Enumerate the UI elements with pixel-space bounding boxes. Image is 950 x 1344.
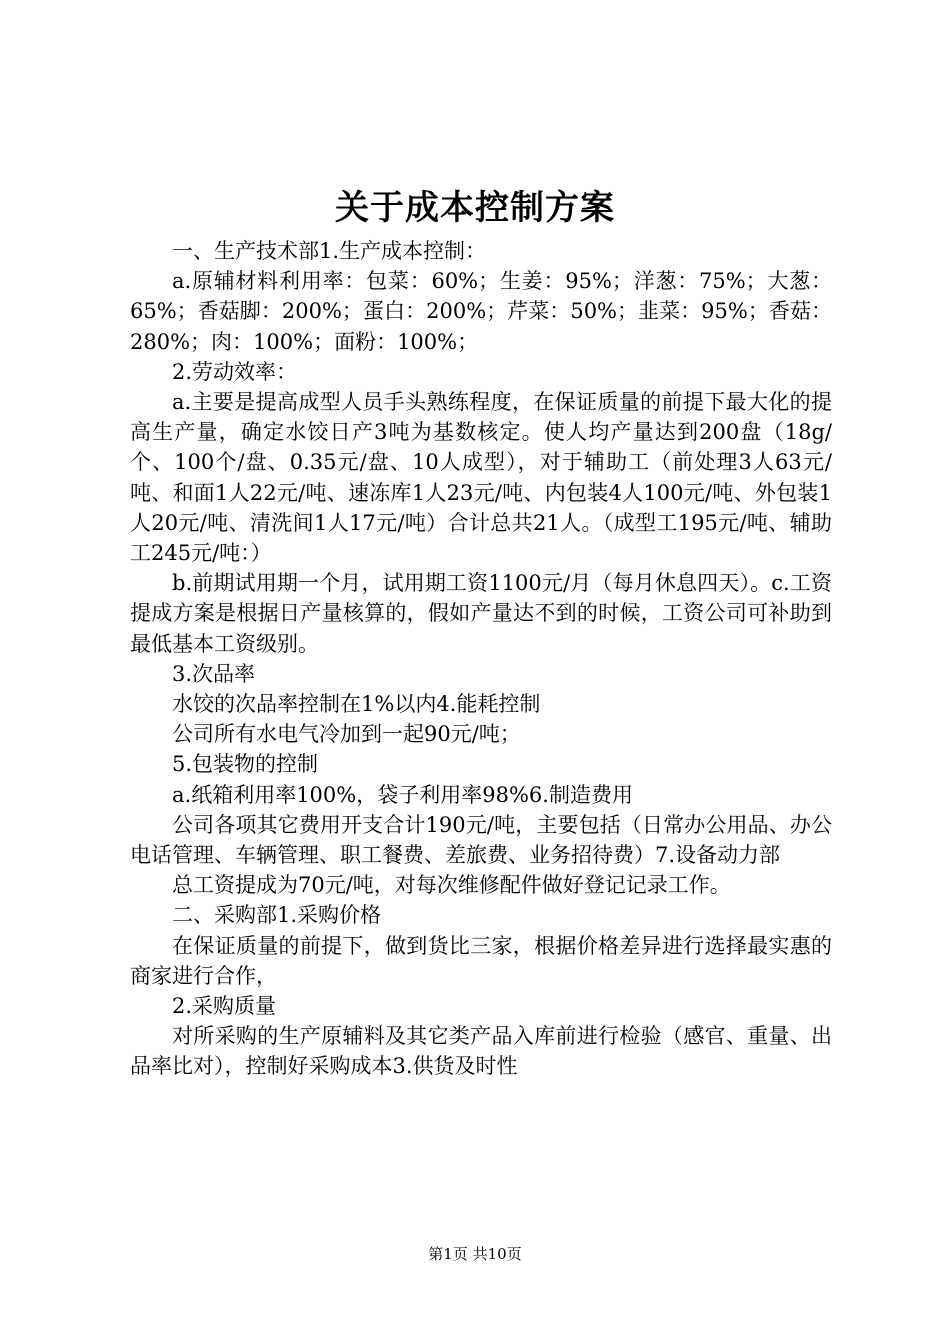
paragraph: 对所采购的生产原辅料及其它类产品入库前进行检验（感官、重量、出品率比对），控制好采购成本3.供货及时性 xyxy=(130,1024,832,1079)
document-title: 关于成本控制方案 xyxy=(335,188,615,228)
paragraph: 2.采购质量 xyxy=(172,994,277,1019)
paragraph: 3.次品率 xyxy=(172,661,256,686)
paragraph: 2.劳动效率： xyxy=(172,359,298,384)
paragraph: 一、生产技术部1.生产成本控制： xyxy=(172,239,487,263)
paragraph: 公司所有水电气冷加到一起90元/吨； xyxy=(172,722,521,747)
page-footer: 第1页 共10页 xyxy=(428,1245,522,1263)
paragraph: a.主要是提高成型人员手头熟练程度，在保证质量的前提下最大化的提高生产量，确定水饺日产3吨为基数核定。使人均产量达到200盘（18g/个、100个/盘、0.35元/盘、10人成型），对于辅助工（前处理3人63元/吨、和面1人22元/吨、速冻库1人23元/吨、内包装4人100元/吨、外包装1人20元/吨、清洗间1人17元/吨）合计总共21人。（成型工195元/吨、辅助工245元/吨：） xyxy=(130,390,832,566)
paragraph: 5.包装物的控制 xyxy=(172,752,319,777)
document-body xyxy=(130,236,832,1082)
paragraph: 在保证质量的前提下，做到货比三家，根据价格差异进行选择最实惠的商家进行合作， xyxy=(130,933,832,988)
paragraph: 公司各项其它费用开支合计190元/吨，主要包括（日常办公用品、办公电话管理、车辆管理、职工餐费、差旅费、业务招待费）7.设备动力部 xyxy=(130,812,832,868)
paragraph: a.原辅材料利用率：包菜：60%；生姜：95%；洋葱：75%；大葱：65%；香菇脚：200%；蛋白：200%；芹菜：50%；韭菜：95%；香菇：280%；肉：100%；面粉：100%； xyxy=(130,269,832,354)
paragraph: 水饺的次品率控制在1%以内4.能耗控制 xyxy=(172,692,541,717)
paragraph: a.纸箱利用率100%，袋子利用率98%6.制造费用 xyxy=(172,782,633,807)
paragraph: b.前期试用期一个月，试用期工资1100元/月（每月休息四天）。c.工资提成方案是根据日产量核算的，假如产量达不到的时候，工资公司可补助到最低基本工资级别。 xyxy=(130,571,832,656)
paragraph: 二、采购部1.采购价格 xyxy=(172,903,382,928)
paragraph: 总工资提成为70元/吨，对每次维修配件做好登记记录工作。 xyxy=(172,873,731,898)
